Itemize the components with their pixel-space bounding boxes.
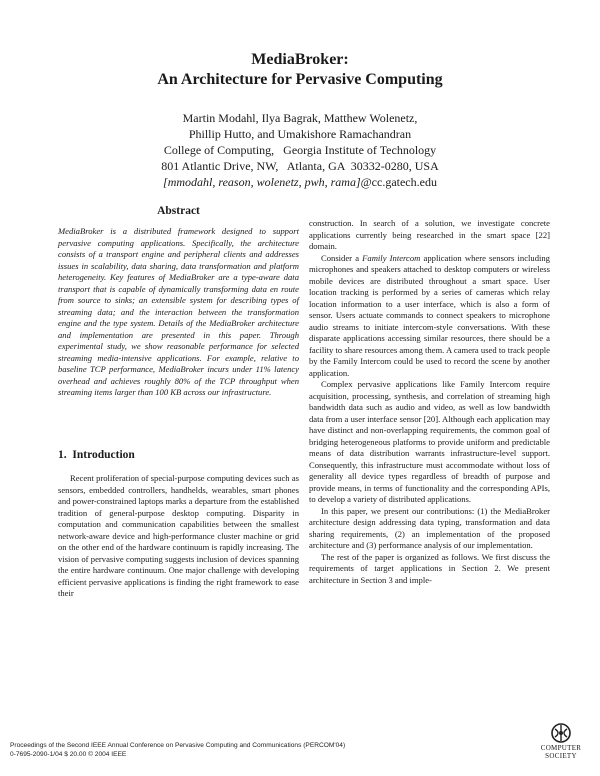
logo-text [530, 744, 592, 760]
title-line-1: MediaBroker: [251, 51, 349, 68]
right-p1-emphasis: Family Intercom [362, 252, 421, 263]
intro-body [58, 473, 299, 600]
footer-line-1: Proceedings of the Second IEEE Annual Conference on Pervasive Computing and Communications (PERCOM'04) [10, 742, 346, 749]
authors-line-1: Martin Modahl, Ilya Bagrak, Matthew Wolenetz, [182, 111, 418, 125]
email-usernames: [mmodahl, reason, wolenetz, pwh, rama] [163, 175, 361, 189]
email-domain: @cc.gatech.edu [360, 175, 437, 189]
right-paragraph-2: Complex pervasive applications like Family Intercom require acquisition, processing, synthesis, and correlation of streaming high bandwidth data such as audio and video, as well as low bandwidth data from a user interface sensor [20]. Although each application may have distinct and non-overlapping requirements, the common goal of bridging heterogeneous platforms to provide uniform and predictable means of data distribution warrants infrastructure-level support. Consequently, this infrastructure must accommodate without loss of generality all device types regardless of breadth of purpose and provide means, in terms of functionality and the corresponding APIs, to develop a variety of distributed applications. [309, 379, 550, 504]
affiliation: College of Computing, Georgia Institute of Technology [163, 143, 437, 157]
author-block [0, 110, 600, 190]
email-line [0, 174, 600, 190]
title-line-2: An Architecture for Pervasive Computing [157, 71, 443, 88]
left-column [58, 205, 299, 715]
authors-line-2: Phillip Hutto, and Umakishore Ramachandran [188, 127, 412, 141]
right-column [309, 218, 550, 586]
right-paragraph-3: In this paper, we present our contributions: (1) the MediaBroker architecture design addressing data typing, transformation and data sharing requirements, (2) an implementation of the proposed architecture and (3) performance analysis of our implementation. [309, 505, 550, 550]
address: 801 Atlantic Drive, NW, Atlanta, GA 30332-0280, USA [161, 159, 439, 173]
right-paragraph-0: construction. In search of a solution, we investigate concrete applications currently being researched in the smart space [22] domain. [309, 218, 550, 251]
intro-paragraph-1: Recent proliferation of special-purpose computing devices such as sensors, embedded controllers, handhelds, wearables, smart phones and power-constrained laptops marks a departure from the established tradition of general-purpose desktop computing. Disparity in computation and communication capabilities between the smallest network-aware device and high-performance cluster machine or grid on the other end of the hardware continuum is rapidly increasing. The vision of pervasive computing suggests inclusion of devices spanning the entire hardware continuum. One major challenge with developing efficient pervasive applications is finding the right framework to ease their [58, 473, 299, 598]
right-paragraph-4: The rest of the paper is organized as follows. We first discuss the requirements of target applications in Section 2. We present architecture in Section 3 and imple- [309, 551, 550, 585]
right-paragraph-1 [309, 253, 550, 380]
logo-line-1: COMPUTER [540, 744, 582, 752]
right-p1-post: application where sensors including microphones and speakers attached to desktop computers or wireless mobile devices are distributed throughout a smart space. User location tracking is performed by a series of cameras which relay location information to a user interface, which is also a form of sensor. Users actuate commands to connect speakers to microphone audio streams to initiate intercom-style conversations. With these disparate applications accessing similar resources, there should be a facility to share resources among them. A camera used to track people by the Family Intercom could be used to record the scene by another application. [309, 252, 550, 378]
abstract-heading: Abstract [157, 205, 200, 217]
abstract-text: MediaBroker is a distributed framework designed to support pervasive computing applications. Specifically, the architecture consists of a transport engine and peripheral clients and addresses issues in scalability, data sharing, data transformation and platform heterogeneity. Key features of MediaBroker are a type-aware data transport that is capable of dynamically transforming data en route from source to sinks; an extensible system for describing types of streaming data; and the interaction between the transformation engine and the type system. Details of the MediaBroker architecture and implementation are presented in this paper. Through experimental study, we show reasonable performance for selected streaming media-intensive applications. For example, relative to baseline TCP performance, MediaBroker incurs under 11% latency overhead and achieves roughly 80% of the TCP throughput when streaming items larger than 100 KB across our infrastructure. [58, 226, 299, 397]
computer-society-emblem-icon [530, 722, 592, 746]
computer-society-logo [530, 722, 592, 768]
intro-heading: 1. Introduction [58, 449, 135, 461]
paper-title [0, 50, 600, 90]
proceedings-footer [10, 741, 480, 759]
logo-line-2: SOCIETY [545, 752, 577, 760]
right-p1-pre: Consider a [321, 252, 363, 263]
footer-line-2: 0-7695-2090-1/04 $ 20.00 © 2004 IEEE [10, 751, 127, 758]
